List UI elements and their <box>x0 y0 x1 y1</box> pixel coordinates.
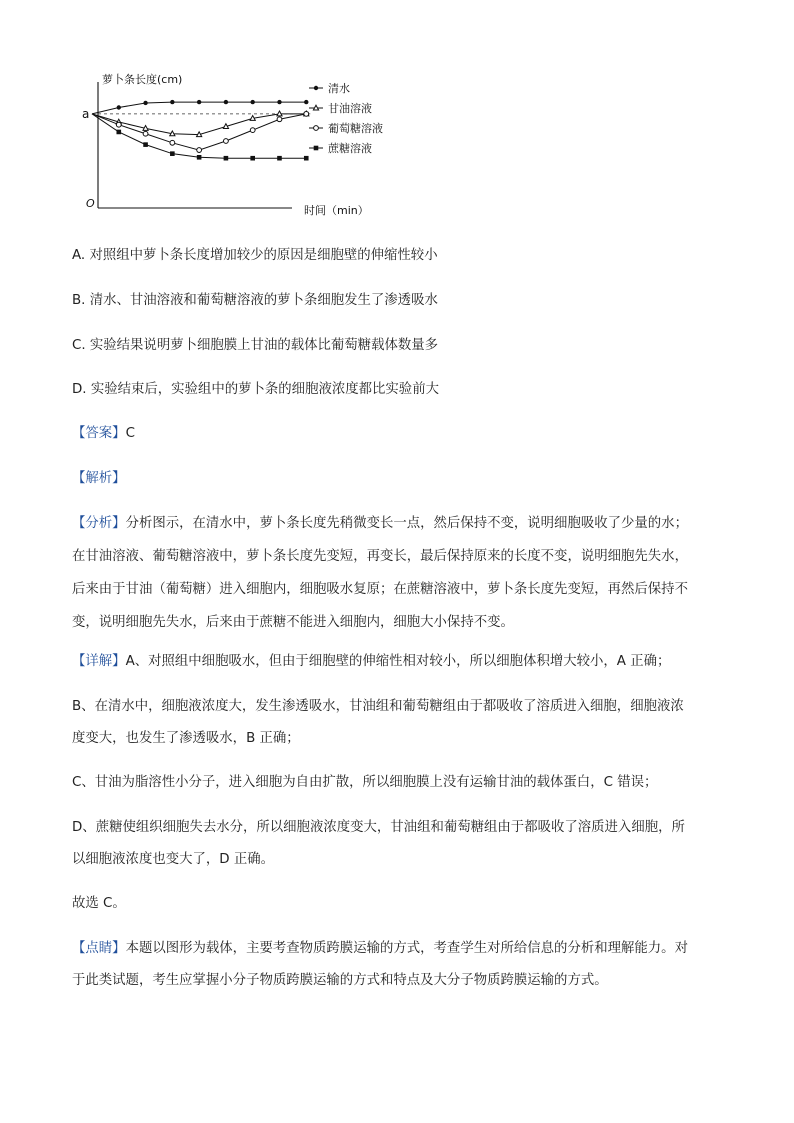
comment-line-2: 于此类试题，考生应掌握小分子物质跨膜运输的方式和特点及大分子物质跨膜运输的方式。 <box>72 973 608 988</box>
conclusion: 故选 C。 <box>72 896 126 911</box>
series-glucose <box>92 111 309 152</box>
detail-d-line-2: 以细胞液浓度也变大了，D 正确。 <box>72 852 275 867</box>
glucose-point <box>170 140 175 145</box>
comment-line-1 <box>72 939 688 959</box>
glycerol-point <box>197 132 202 137</box>
glycerol-point <box>250 116 255 121</box>
y-reference-label: a <box>82 106 90 121</box>
answer-line <box>72 424 135 444</box>
sucrose-point <box>116 130 121 135</box>
water-point <box>250 100 254 104</box>
detail-tag: 【详解】 <box>72 654 126 669</box>
legend-item-glucose <box>309 121 383 135</box>
sucrose-point <box>250 156 255 161</box>
detail-b-line-2: 度变大，也发生了渗透吸水，B 正确； <box>72 731 300 746</box>
option-c: C. 实验结果说明萝卜细胞膜上甘油的载体比葡萄糖载体数量多 <box>72 338 439 353</box>
water-point <box>117 105 121 109</box>
detail-a-line <box>72 652 670 672</box>
detail-b-line-1: B、在清水中，细胞液浓度大，发生渗透吸水，甘油组和葡萄糖组由于都吸收了溶质进入细胞，细胞液浓 <box>72 699 684 714</box>
legend-sucrose-point <box>314 146 319 151</box>
water-point <box>304 100 308 104</box>
sucrose-point <box>170 151 175 156</box>
answer-tag: 【答案】 <box>72 426 126 441</box>
glucose-point <box>277 117 282 122</box>
glycerol-point <box>277 111 282 116</box>
comment-text-1: 本题以图形为载体，主要考查物质跨膜运输的方式，考查学生对所给信息的分析和理解能力。对 <box>125 941 688 956</box>
analysis-line-1 <box>72 514 688 534</box>
analysis-tag: 【分析】 <box>72 516 126 531</box>
legend-label-glycerol: 甘油溶液 <box>328 102 372 115</box>
detail-d-line-1: D、蔗糖使组织细胞失去水分，所以细胞液浓度变大，甘油组和葡萄糖组由于都吸收了溶质进入细胞，所 <box>72 820 685 835</box>
x-axis-label: 时间（min） <box>304 204 369 217</box>
glucose-point <box>224 139 229 144</box>
option-d: D. 实验结束后，实验组中的萝卜条的细胞液浓度都比实验前大 <box>72 382 439 397</box>
legend-item-water <box>309 81 350 95</box>
legend-label-water: 清水 <box>328 82 350 95</box>
legend-glycerol-point <box>313 105 318 110</box>
glycerol-point <box>170 131 175 136</box>
analysis-header: 【解析】 <box>72 471 126 486</box>
chart-legend <box>309 81 383 155</box>
plot-area <box>92 100 309 161</box>
glycerol-point <box>143 126 148 131</box>
legend-glucose-point <box>314 126 319 131</box>
glucose-point <box>143 131 148 136</box>
option-b: B. 清水、甘油溶液和葡萄糖溶液的萝卜条细胞发生了渗透吸水 <box>72 293 438 308</box>
water-point <box>224 100 228 104</box>
legend-label-sucrose: 蔗糖溶液 <box>328 142 372 155</box>
glycerol-point <box>223 124 228 129</box>
analysis-line-3: 后来由于甘油（葡萄糖）进入细胞内，细胞吸水复原；在蔗糖溶液中，萝卜条长度先变短，再然后保持不 <box>72 582 688 597</box>
water-point <box>143 101 147 105</box>
origin-label: O <box>86 197 95 210</box>
series-glycerol <box>92 111 309 137</box>
sucrose-point <box>277 156 282 161</box>
water-point <box>197 100 201 104</box>
water-point <box>170 100 174 104</box>
glucose-point <box>304 111 309 116</box>
glucose-point <box>197 148 202 153</box>
series-water <box>92 100 308 114</box>
sucrose-point <box>304 156 309 161</box>
analysis-text-1: 分析图示，在清水中，萝卜条长度先稍微变长一点，然后保持不变，说明细胞吸收了少量的水； <box>125 516 688 531</box>
comment-tag: 【点睛】 <box>72 941 126 956</box>
legend-label-glucose: 葡萄糖溶液 <box>328 122 383 135</box>
analysis-line-4: 变，说明细胞先失水，后来由于蔗糖不能进入细胞内，细胞大小保持不变。 <box>72 615 514 630</box>
glucose-point <box>250 128 255 133</box>
glucose-point <box>116 122 121 127</box>
legend-water-point <box>314 86 318 90</box>
water-point <box>277 100 281 104</box>
detail-c-line: C、甘油为脂溶性小分子，进入细胞为自由扩散，所以细胞膜上没有运输甘油的载体蛋白，C 错误； <box>72 775 658 790</box>
chart-axes <box>82 72 369 217</box>
analysis-line-2: 在甘油溶液、葡萄糖溶液中，萝卜条长度先变短，再变长，最后保持原来的长度不变，说明细胞先失水， <box>72 549 688 564</box>
osmosis-line-chart <box>78 68 408 220</box>
sucrose-point <box>143 142 148 147</box>
option-a: A. 对照组中萝卜条长度增加较少的原因是细胞壁的伸缩性较小 <box>72 248 438 263</box>
sucrose-point <box>224 156 229 161</box>
y-axis-label: 萝卜条长度(cm) <box>102 73 183 86</box>
detail-a-text: A、对照组中细胞吸水，但由于细胞壁的伸缩性相对较小，所以细胞体积增大较小，A 正确； <box>125 654 671 669</box>
legend-item-glycerol <box>309 101 372 115</box>
sucrose-point <box>197 155 202 160</box>
answer-value: C <box>125 426 135 441</box>
legend-item-sucrose <box>309 141 372 155</box>
